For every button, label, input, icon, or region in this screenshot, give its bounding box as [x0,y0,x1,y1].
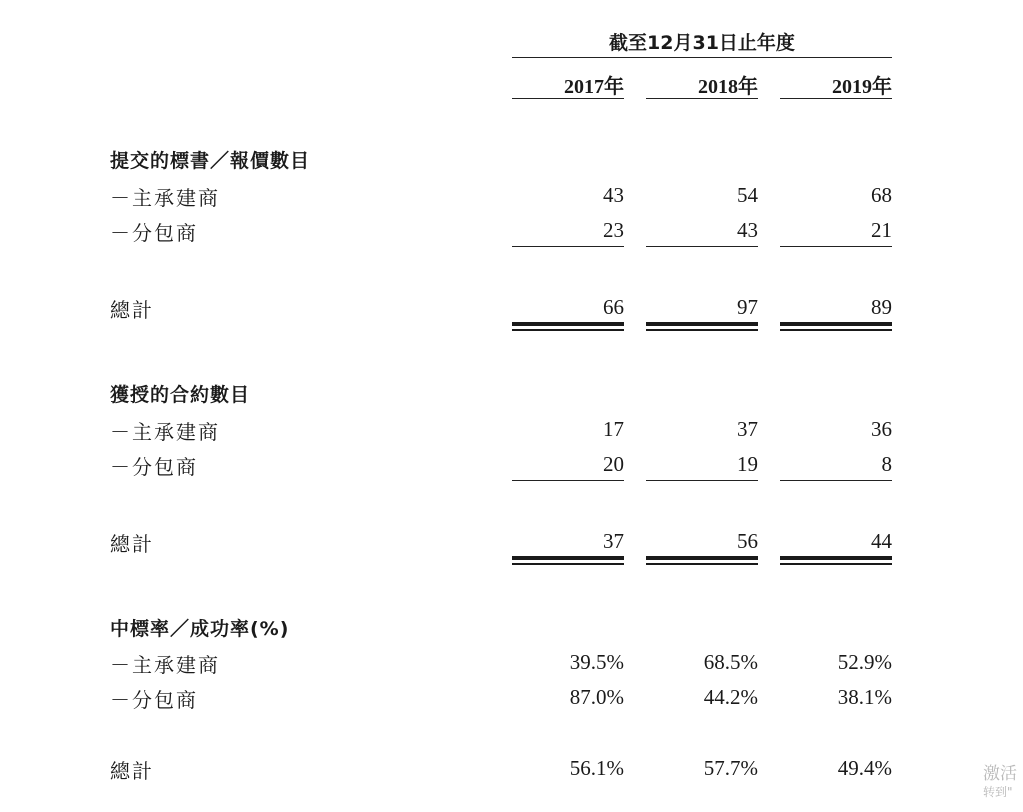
row-label-main-contractor: －主承建商 [110,653,220,677]
table-cell: 68.5% [703,650,758,674]
subtotal-rule [512,246,624,247]
double-rule [780,322,892,332]
subtotal-rule [646,246,758,247]
total-cell: 57.7% [703,756,758,780]
total-cell: 37 [603,529,624,553]
table-cell: 43 [737,218,758,242]
double-rule [512,322,624,332]
table-cell: 52.9% [837,650,892,674]
row-label-subcontractor: －分包商 [110,688,198,712]
table-cell: 68 [871,183,892,207]
table-cell: 17 [603,417,624,441]
table-cell: 19 [737,452,758,476]
row-label-subcontractor: －分包商 [110,455,198,479]
total-cell: 49.4% [837,756,892,780]
table-cell: 44.2% [703,685,758,709]
subtotal-rule [646,480,758,481]
subtotal-rule [780,480,892,481]
total-cell: 66 [603,295,624,319]
double-rule [512,556,624,566]
watermark-line-1: 激活 [983,764,1017,784]
table-cell: 36 [871,417,892,441]
section-title-success-rate: 中標率／成功率(%) [110,618,290,640]
row-label-total: 總計 [110,532,154,556]
table-cell: 8 [881,452,892,476]
total-cell: 56 [737,529,758,553]
table-cell: 23 [603,218,624,242]
table-cell: 20 [603,452,624,476]
table-cell: 54 [737,183,758,207]
total-cell: 97 [737,295,758,319]
table-cell: 43 [603,183,624,207]
year-rule-2018 [646,98,758,99]
section-title-contracts-awarded: 獲授的合約數目 [110,384,251,406]
table-cell: 38.1% [837,685,892,709]
row-label-subcontractor: －分包商 [110,221,198,245]
activation-watermark [983,764,1023,800]
subtotal-rule [512,480,624,481]
subtotal-rule [780,246,892,247]
total-cell: 56.1% [569,756,624,780]
row-label-main-contractor: －主承建商 [110,420,220,444]
year-header-2017: 2017年 [564,76,624,98]
year-rule-2019 [780,98,892,99]
table-cell: 87.0% [569,685,624,709]
watermark-line-2: 转到" [983,785,1013,799]
header-rule [512,57,892,58]
row-label-main-contractor: －主承建商 [110,186,220,210]
double-rule [646,556,758,566]
row-label-total: 總計 [110,759,154,783]
double-rule [780,556,892,566]
table-cell: 39.5% [569,650,624,674]
table-cell: 21 [871,218,892,242]
table-cell: 37 [737,417,758,441]
total-cell: 89 [871,295,892,319]
double-rule [646,322,758,332]
year-header-2019: 2019年 [832,76,892,98]
row-label-total: 總計 [110,298,154,322]
year-header-2018: 2018年 [698,76,758,98]
year-rule-2017 [512,98,624,99]
period-header: 截至12月31日止年度 [609,32,795,54]
total-cell: 44 [871,529,892,553]
section-title-tenders-submitted: 提交的標書／報價數目 [110,150,311,172]
